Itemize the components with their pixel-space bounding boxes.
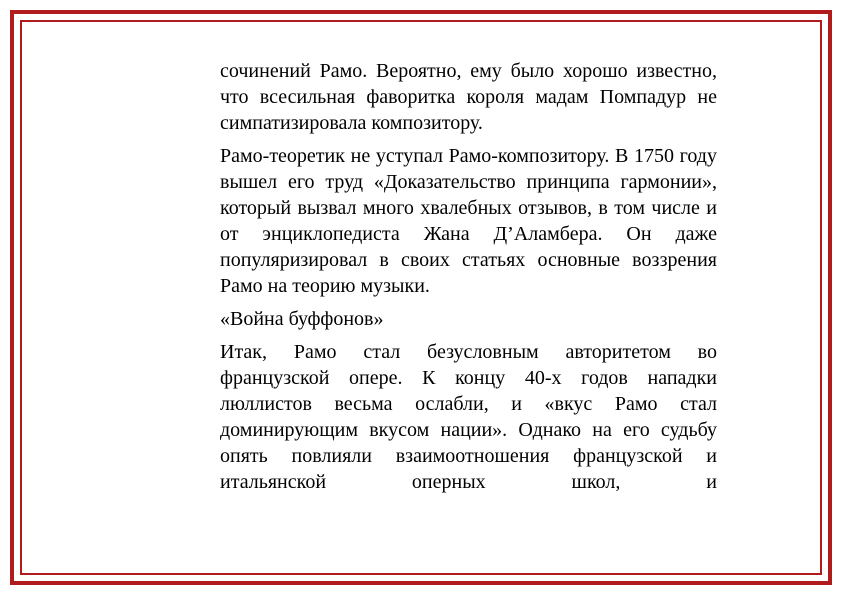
- document-text: [220, 58, 717, 502]
- paragraph-1: сочинений Рамо. Вероятно, ему было хорошо известно, что всесильная фаворитка короля мадам Помпадур не симпатизировала композитору.: [220, 60, 717, 134]
- paragraph-2: Рамо-теоретик не уступал Рамо-композитору. В 1750 году вышел его труд «Доказательство принципа гармонии», который вызвал много хвалебных отзывов, в том числе и от энциклопедиста Жана Д’Аламбера. Он даже популяризировал в своих статьях основные воззрения Рамо на теорию музыки.: [220, 145, 717, 297]
- section-heading: «Война буффонов»: [220, 308, 384, 330]
- paragraph-3: Итак, Рамо стал безусловным авторитетом во французской опере. К концу 40-х годов нападки люллистов весьма ослабли, и «вкус Рамо стал доминирующим вкусом нации». Однако на его судьбу опять повлияли взаимоотношения французской и итальянской оперных школ, и: [220, 341, 717, 493]
